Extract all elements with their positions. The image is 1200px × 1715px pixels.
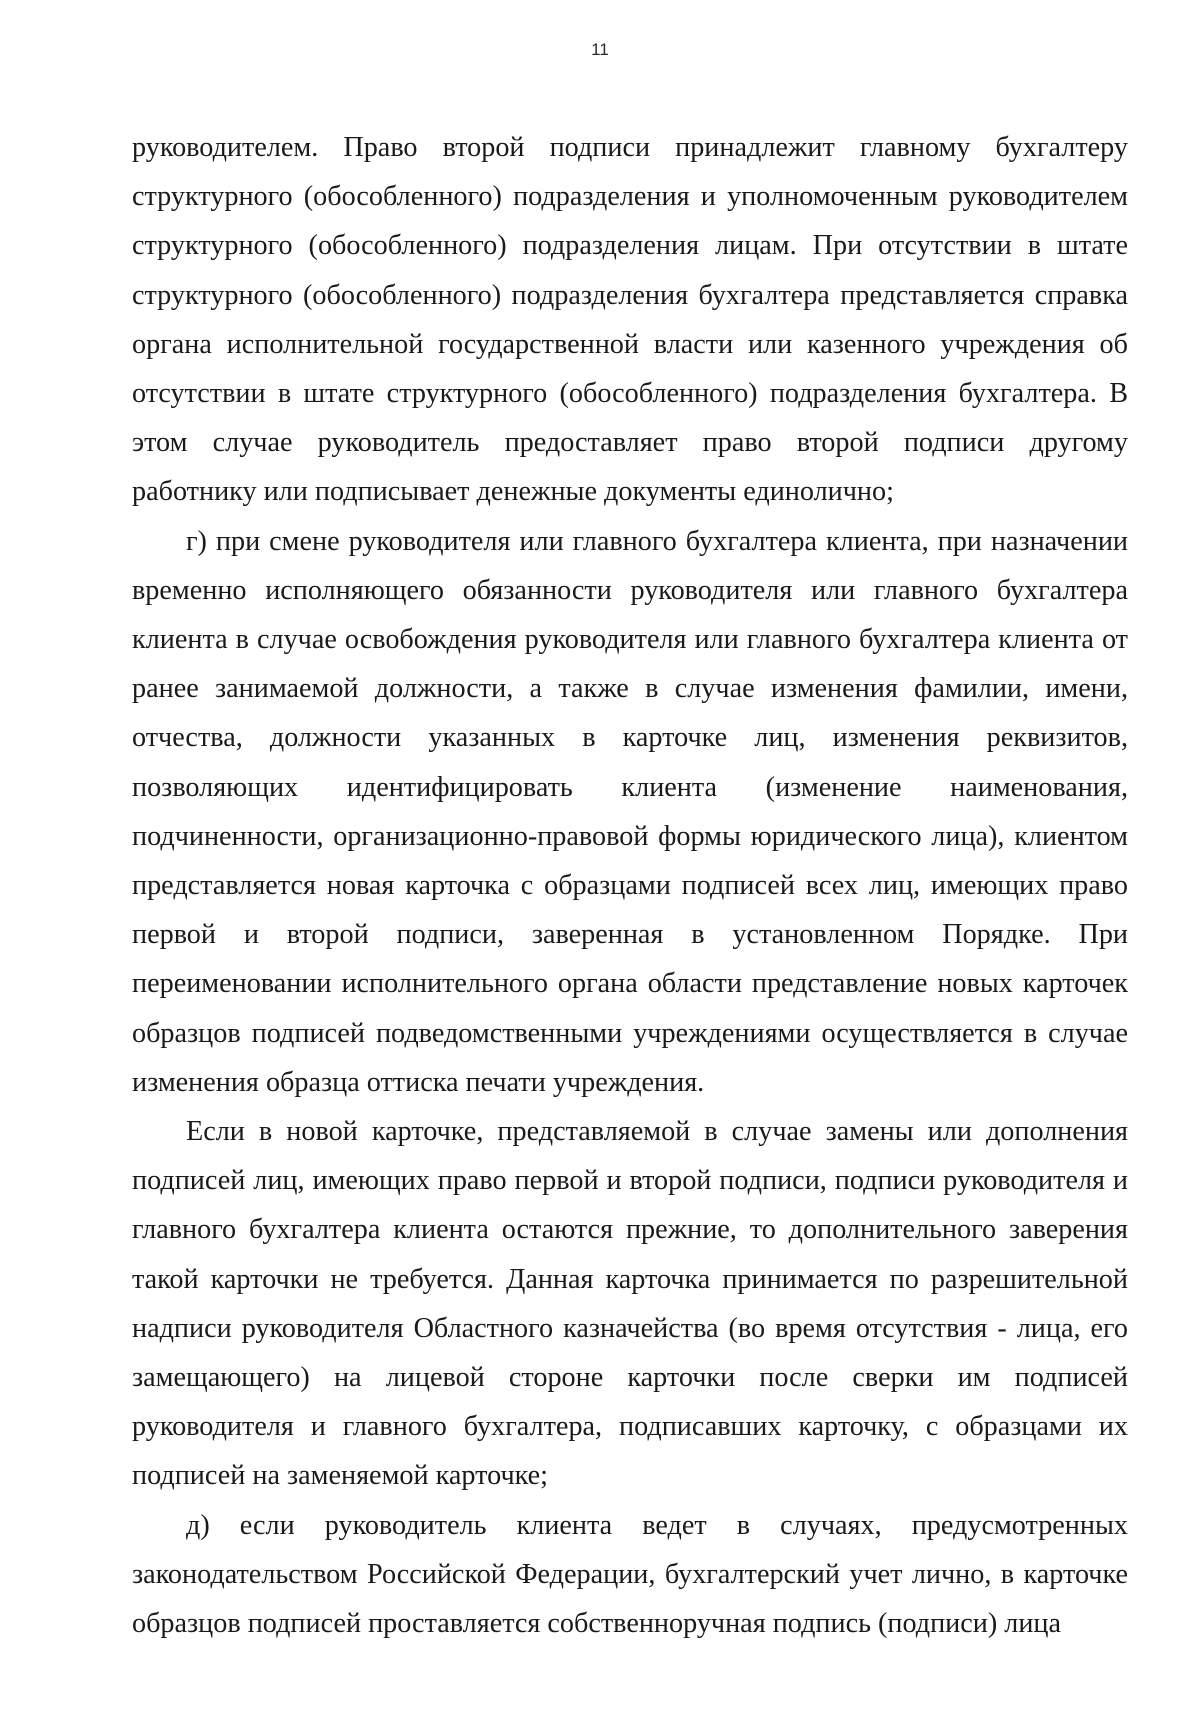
paragraph-continued: руководителем. Право второй подписи принадлежит главному бухгалтеру структурного (обособленного) подразделения и уполномоченным руководителем структурного (обособленного) подразделения лицам. При отсутствии в штате структурного (обособленного) подразделения бухгалтера представляется справка органа исполнительной государственной власти или казенного учреждения об отсутствии в штате структурного (обособленного) подразделения бухгалтера. В этом случае руководитель предоставляет право второй подписи другому работнику или подписывает денежные документы единолично; (132, 132, 1128, 508)
paragraph-item-d: д) если руководитель клиента ведет в случаях, предусмотренных законодательством Российской Федерации, бухгалтерский учет лично, в карточке образцов подписей проставляется собственноручная подпись (подписи) лица (132, 1509, 1128, 1640)
page-number: 11 (591, 40, 609, 59)
document-body (132, 123, 1128, 1648)
paragraph-item-g: г) при смене руководителя или главного бухгалтера клиента, при назначении временно исполняющего обязанности руководителя или главного бухгалтера клиента в случае освобождения руководителя или главного бухгалтера клиента от ранее занимаемой должности, а также в случае изменения фамилии, имени, отчества, должности указанных в карточке лиц, изменения реквизитов, позволяющих идентифицировать клиента (изменение наименования, подчиненности, организационно-правовой формы юридического лица), клиентом представляется новая карточка с образцами подписей всех лиц, имеющих право первой и второй подписи, заверенная в установленном Порядке. При переименовании исполнительного органа области представление новых карточек образцов подписей подведомственными учреждениями осуществляется в случае изменения образца оттиска печати учреждения. (132, 525, 1128, 1098)
paragraph-new-card: Если в новой карточке, представляемой в случае замены или дополнения подписей лиц, имеющих право первой и второй подписи, подписи руководителя и главного бухгалтера клиента остаются прежние, то дополнительного заверения такой карточки не требуется. Данная карточка принимается по разрешительной надписи руководителя Областного казначейства (во время отсутствия - лица, его замещающего) на лицевой стороне карточки после сверки им подписей руководителя и главного бухгалтера, подписавших карточку, с образцами их подписей на заменяемой карточке; (132, 1116, 1128, 1492)
